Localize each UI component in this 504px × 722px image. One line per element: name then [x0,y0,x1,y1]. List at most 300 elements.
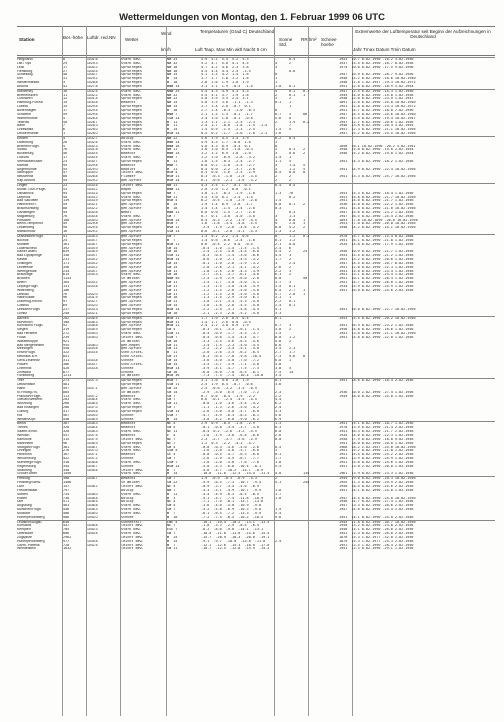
station-name-cell: Göttingen [17,261,32,265]
station-name-cell: Trenes [17,426,28,430]
sunshine-cell: 7.3 [275,355,282,359]
snow-depth-cell: 1 [303,288,306,292]
station-name-cell: Görlitz [17,311,27,315]
sunshine-cell: 6.2 [275,402,282,406]
precipitation-cell: 0.1 [289,300,296,304]
extremes-cell: 1947 15.6 8.02.1990 -23.2 1.02.1956 [339,210,414,214]
station-name-cell: Neustrelitz [17,175,34,179]
header-precipitation: RR l/m² [301,37,317,42]
wind-cell: SW 14 [167,246,178,250]
temperatures-cell: -4.7 -4.9 -6.3 -8.3 -8.1 [201,413,259,417]
sunshine-cell: 2 [275,175,278,179]
sunshine-cell: 4 [275,89,278,93]
weather-cell: stark bew. [121,398,142,402]
sunshine-cell: 0.0 [275,430,282,434]
pressure-cell: 1042.5 [87,543,98,547]
elevation-cell: 23 [63,159,68,163]
station-name-cell: Kl.Feldbg./Ts. [17,390,38,394]
extremes-cell: 1951 16.1 8.02.1990 -21.8 1.02.1956 [339,238,414,242]
temperatures-cell: 0.3 -0.3 -1.8 -2.5 -3.5 [201,175,257,179]
header-snow: Schnee hoehe [321,37,337,47]
weather-cell: geh.Sprühr [121,234,142,238]
pressure-cell: 1030.7 [87,159,98,163]
wind-cell: SW 11 [167,347,178,351]
sunshine-cell: 8.0 [275,277,282,281]
weather-cell: stark bew. [121,273,142,277]
precipitation-cell [289,418,303,422]
temperatures-cell: 0.1 -0.6 -2.1 -3.6 -3.2 [201,179,257,183]
extremes-cell: 1945 11.8 8.02.1990 -30.7 10.02.1956 [339,520,416,524]
wind-cell: WSW 14 [167,132,180,136]
elevation-cell: 447 [63,524,70,528]
pressure-cell: 1028.0 [87,128,98,132]
station-name-cell: Stötten [17,492,28,496]
pressure-cell: 1028.7 [87,120,98,124]
pressure-cell: 1033.2 [87,195,98,199]
elevation-cell: 115 [63,437,70,441]
pressure-cell: 1032.1 [87,311,98,315]
header-weather: Wetter [125,37,139,42]
pressure-cell: 1031.4 [87,97,98,101]
weather-cell: stark bew. [121,93,142,97]
temperatures-cell: -4.3 -5.1 -4.9 -10.7 -9.9 [201,488,262,492]
wind-cell: SW 7 [167,508,176,512]
station-name-cell: Helgoland [17,58,33,61]
header-temperatures: Temperaturen (Grad C) Deutschland [199,29,275,34]
sunshine-cell [275,547,289,551]
wind-cell: WSW 4 [167,199,178,203]
extremes-cell [339,312,425,316]
elevation-cell: 481 [63,383,70,387]
station-name-cell: Wasserkuppe [17,339,38,343]
elevation-cell: 350 [63,468,70,472]
wind-cell: W 7 [167,468,176,472]
temperatures-cell: 1.3 1.1 -1.1 -2.5 -2.3 [201,120,255,124]
header-temperatures-sub: Luft Taup. Max Min aktl Nacht 5 cm [195,47,267,52]
snow-depth-cell: 0 [303,171,306,175]
weather-cell: Sprühregen [121,132,142,136]
header-extremes: Extremwerte der Lufttemperatur seit Beginn der Aufzeichnungen in Deutschland [355,29,491,39]
temperatures-cell: -1.2 -1.5 -2.8 -5.0 -5.6 [201,292,259,296]
extremes-cell: 1951 13.0 2.02.1990 -26.8 1.02.1956 [339,464,414,468]
sunshine-cell: 2.3 [275,390,282,394]
extremes-cell [339,230,425,234]
pressure-cell [87,374,121,378]
wind-cell: NW 32 [167,61,178,65]
pressure-cell: 1033.5 [87,184,98,187]
station-name-cell: Marnitz [17,163,29,167]
table-row [17,312,495,316]
pressure-cell: 1036.8 [87,524,98,528]
elevation-cell: 805 [63,390,70,394]
extremes-cell: 1936 15.8 8.02.1990 -22.2 1.02.1956 [339,203,414,207]
weather-cell: geh.Sprühr [121,258,142,262]
pressure-cell: 1034.8 [87,347,98,351]
elevation-cell: 234 [63,269,70,273]
temperatures-cell: -1.2 -1.5 -2.6 -5.6 -5.8 [201,288,259,292]
precipitation-cell: 1.2 [289,335,296,339]
sunshine-cell: 1.1 [275,159,282,163]
temperatures-cell: 2.3 -2.7 -3.7 -5.6 -2.9 [201,437,257,441]
station-name-cell: Saarbr./Ensh. [17,430,38,434]
pressure-cell: 1038.3 [87,422,98,426]
wind-cell: SW 11 [167,300,178,304]
precipitation-cell: 1 [289,296,292,300]
wind-cell: WSW 7 [167,222,178,226]
wind-cell: SW 4 [167,504,176,508]
snow-depth-cell: 8e [303,112,308,116]
wind-cell: WNW 18 [167,144,180,148]
sunshine-cell: 3.1 [275,296,282,300]
snow-depth-cell [303,179,339,183]
elevation-cell: 157 [63,484,70,488]
wind-cell: SW 14 [167,358,178,362]
precipitation-cell: 2 [289,250,292,254]
snow-depth-cell: 90 [303,277,308,281]
elevation-cell: 131 [63,284,70,288]
temperatures-cell: -7.2 -7.5 -8.5 -10.2 -10.5 [201,515,264,519]
wind-cell: NNW 29 [167,89,180,93]
temperatures-cell: 2.0 2.0 1.2 0.0 -0.1 [201,187,251,191]
temperatures-cell: -1.8 -3.3 -2.9 -8.5 -6.4 [201,524,259,528]
elevation-cell: 2962 [63,535,72,539]
station-name-cell: Kiel [17,77,23,81]
precipitation-cell: 9.6 [289,355,296,359]
snow-depth-cell: 8 [303,355,306,359]
station-name-cell: Köln/Bonn Flugh. [17,324,44,328]
elevation-cell: 497 [63,386,70,390]
elevation-cell: 88 [63,207,68,211]
weather-cell: Schnee [121,413,134,417]
elevation-cell: 615 [63,273,70,277]
sunshine-cell: 3 [275,449,278,453]
pressure-cell: 1040.3 [87,528,98,532]
sunshine-cell: 6.9 [275,417,282,421]
sunshine-cell: 0.8 [275,203,282,207]
sunshine-cell: 5.6 [275,413,282,417]
extremes-cell: 1950 17.9 8.02.1990 -18.8 9.02.1956 [339,437,414,441]
station-name-cell: Frankfurt/Flugh. [17,394,42,398]
sunshine-cell: 2.2 [275,394,282,398]
weather-cell: stark bew. [121,195,142,199]
elevation-cell: 738 [63,496,70,500]
sunshine-cell: 0.2 [275,136,282,140]
station-name-cell: Leutkirch/Allgäu [17,520,42,524]
sunshine-cell: 0.1 [275,453,282,457]
extremes-cell: 1947 12.7 6.02.1990 -20.6 1.02.1956 [339,120,414,124]
extremes-cell: 1876 15.3 1.02.1977 -32.0 1.02.1956 [339,535,414,539]
snow-depth-cell: 2 [303,148,306,152]
temperatures-cell: 4.0 3.5 3.0 -1.1 -1.3 [201,101,253,105]
precipitation-cell: 0.2 [289,195,296,199]
sunshine-cell: 1.9 [275,508,282,512]
pressure-cell: 1036.3 [87,320,98,324]
pressure-cell: 1032.2 [87,207,98,211]
weather-cell: stark bew. [121,511,142,515]
temperatures-cell: -0.8 -0.5 -4.7 -6.3 -6.8 [201,453,259,457]
weather-cell: Sprühregen [121,97,142,101]
wind-cell: WNW 11 [167,210,180,214]
pressure-cell [87,547,121,551]
sunshine-cell: 0 [275,73,278,77]
wind-cell: WSW 36 [167,374,180,378]
weather-cell: geh.Sprühr [121,304,142,308]
elevation-cell: 47 [63,171,68,175]
weather-cell: leicht bew. [121,171,144,175]
pressure-cell: 1029.0 [87,167,98,171]
extremes-cell: 1951 14.7 8.02.1990 -18.8 7.02.1956 [339,108,414,112]
pressure-cell: 1032.6 [87,140,98,144]
extremes-cell: 1951 10.1 8.02.1990 -26.4 1.02.1956 [339,277,414,281]
weather-cell: stark bew. [121,430,142,434]
elevation-cell: 100 [63,218,70,222]
weather-cell: Sprühregen [121,311,142,315]
temperatures-cell: -12.1 -12.6 -15.3 -18.0 -17.0 [201,543,270,547]
sunshine-cell: 2.2 [275,300,282,304]
wind-cell: SSW 11 [167,332,180,336]
table-row [17,516,495,520]
wind-cell: WSW 14 [167,218,180,222]
pressure-cell: 1028.3 [87,124,98,128]
pressure-cell: 1033.2 [87,187,98,191]
sunshine-cell: 0.7 [275,112,282,116]
station-name-cell: Bad Mergentheim [17,343,45,347]
pressure-cell: 1037.0 [87,406,98,410]
sunshine-cell: 3 [275,97,278,101]
extremes-cell: 1940 14.2 8.02.1990 -18.6 10.02.1940 [339,77,416,81]
weather-cell: Sprühregen [121,242,142,246]
wind-cell: W 14 [167,539,178,543]
sunshine-cell: 2.2 [275,269,282,273]
weather-cell: geh.Sprühr [121,207,142,211]
temperatures-cell: -2.2 -2.4 -3.1 -4.8 -4.4 [201,308,259,311]
temperatures-cell: -3.3 -3.4 -5.6 -6.3 -5.6 [201,339,259,343]
temperatures-cell: -10.4 -11.0 -11.0 -15.6 -15.4 [201,532,270,536]
temperatures-cell: 3.6 3.0 0.5 -1.8 -0.3 [201,148,253,152]
elevation-cell: 317 [63,409,70,413]
extremes-cell: 1935 14.8 8.02.1990 -17.9 1.02.1956 [339,242,414,246]
sunshine-cell: 6.1 [275,273,282,277]
table-row [17,179,495,183]
wind-cell: W 14 [167,472,178,476]
elevation-cell: 42 [63,84,68,88]
elevation-cell: 450 [63,347,70,351]
pressure-cell: 1036.7 [87,445,98,449]
wind-cell: SSW 14 [167,116,180,120]
precipitation-cell: 0.0 [289,171,296,175]
weather-cell: stark bew. [121,528,142,532]
extremes-cell: 1970 13.9 6.02.1990 -21.4 2.02.1956 [339,426,414,430]
sunshine-cell: 3.8 [275,328,282,332]
wind-cell: SW 11 [167,281,178,285]
elevation-cell: 139 [63,199,70,203]
station-name-cell: Flensburg [17,69,33,73]
extremes-cell: 1947 16.5 8.02.1990 -24.4 2.02.1956 [339,214,414,218]
wind-cell: WSW 11 [167,324,180,328]
station-name-cell: Lingen [17,184,28,187]
pressure-cell: 1029.8 [87,163,98,167]
table-row [17,230,495,234]
pressure-cell: 1030.7 [87,73,98,77]
station-name-cell: Heilbronn [17,453,32,457]
wind-cell: SW 18 [167,250,178,254]
weather-cell: stark bew. [121,445,142,449]
wind-cell: WNW 7 [167,156,178,160]
weather-cell: stark bew. [121,140,142,144]
extremes-cell: 1951 15.2 8.02.1990 -21.8 1.02.1956 [339,449,414,453]
weather-cell: Sprühregen [121,199,142,203]
temperatures-cell: -1.8 -2.4 -2.6 -4.3 -3.9 [201,269,259,273]
elevation-cell: 381 [63,445,70,449]
temperatures-cell: 2.5 -0.6 -3.2 -3.5 -0.9 [201,386,257,390]
wind-cell: SW 7 [167,398,176,402]
temperatures-cell: -3.5 -3.7 -3.9 -7.1 -5.8 [201,362,259,366]
temperatures-cell: -2.2 -2.2 -3.4 -5.1 -5.0 [201,347,259,351]
pressure-cell: 1037.1 [87,386,98,390]
sunshine-cell: 0.1 [275,379,282,383]
extremes-cell: 1946 15.2 8.02.1990 -19.8 1.02.1954 [339,152,414,156]
elevation-cell: 8 [63,58,66,61]
station-name-cell: Neuruppin [17,171,33,175]
wind-cell: WSW 11 [167,316,180,320]
wind-cell: SW 7 [167,406,176,410]
temperatures-cell: 1.4 0.6 -0.6 -2.4 -1.8 [201,238,255,242]
station-name-cell: Artern [17,281,27,285]
station-name-cell: Potsdam [17,218,31,222]
extremes-cell: 1951 16.0 8.02.1990 -24.6 2.02.1956 [339,288,414,292]
temperatures-cell: -0.4 -0.6 -1.4 -4.4 -4.7 [201,335,259,339]
wind-cell: NE 4 [167,422,176,426]
sunshine-cell: 2.6 [275,265,282,269]
extremes-cell: 1953 15.4 8.02.1990 -21.2 1.02.1956 [339,254,414,258]
station-name-cell: Garm.-Partenk. [17,543,41,547]
extremes-cell: 1951 14.0 8.02.1990 -21.7 1.02.1956 [339,199,414,203]
pressure-cell: 1037.5 [87,434,98,437]
station-name-cell: Braunschweig [17,207,39,211]
sunshine-cell: 0.7 [275,324,282,328]
station-name-cell: Fulda [17,335,26,339]
station-name-cell: Boltenhagen [17,108,37,112]
weather-cell: bedeckt [121,394,136,398]
pressure-cell: 1030.5 [87,156,98,160]
wind-cell: WSW 14 [167,366,180,370]
weather-cell: geh.Sprühr [121,261,142,265]
wind-cell: W 7 [167,238,176,242]
sunshine-cell: 1.8 [275,460,282,464]
station-name-cell: Konstanz [17,524,32,528]
wind-cell: W 18 [167,515,178,519]
wind-cell: W 14 [167,417,178,421]
temperatures-cell: -2.6 -2.9 -4.9 -6.7 -7.7 [201,457,259,461]
header-sunshine: Sonne Std. [279,37,293,47]
elevation-cell: 386 [63,362,70,366]
pressure-cell: 1036.7 [87,477,98,481]
extremes-cell: 1947 15.2 8.02.1990 -25.5 10.02.1956 [339,132,416,136]
temperatures-cell: 1.7 1.0 2.6 0.5 0.4 [201,316,249,320]
temperatures-cell: -5.2 -5.8 -6.9 -10.3 -9.8 [201,508,262,512]
snow-depth-cell: 5 [303,163,306,167]
temperatures-cell: -2.1 -2.3 -2.8 -5.2 -5.0 [201,311,259,315]
snow-depth-cell [303,230,339,234]
station-name-cell: Barth [17,124,26,128]
wind-cell: E 4 [167,434,176,437]
pressure-cell: 1033.8 [87,284,98,288]
temperatures-cell: 0.4 0.0 -2.2 -3.7 -2.8 [201,167,255,171]
elevation-cell: 167 [63,453,70,457]
extremes-cell: 1953 10.7 8.02.1990 -10.2 3.02.1956 [339,58,414,61]
elevation-cell: 720 [63,543,70,547]
precipitation-cell: 2 [289,175,292,179]
wind-cell: WSW 14 [167,308,180,311]
wind-cell: W 18 [167,207,178,211]
weather-cell: Schnee [121,358,134,362]
sunshine-cell: 3.3 [275,409,282,413]
pressure-cell: 1029.8 [87,105,98,109]
wind-cell: WSW 7 [167,379,178,383]
weather-cell: Schn.Gries. [121,355,144,359]
pressure-cell: 1034.3 [87,273,98,277]
station-name-cell: Bad Lippspringe [17,254,42,258]
pressure-cell: 1030.5 [87,152,98,156]
pressure-cell: 1029.8 [87,222,98,226]
pressure-cell: 1029.6 [87,112,98,116]
wind-cell: SW 11 [167,284,178,288]
sunshine-cell: 2.6 [275,434,282,437]
elevation-cell: 100 [63,320,70,324]
weather-cell: Sprühregen [121,112,142,116]
station-name-cell: Angermünde [17,167,37,171]
wind-cell: SW 22 [167,481,178,485]
weather-cell: Sprühregen [121,124,142,128]
extremes-cell: 1949 14.0 6.02.1990 -15.8 1.02.1956 [339,93,414,97]
elevation-cell: 16 [63,89,68,93]
sunshine-cell: 0.8 [275,226,282,230]
pressure-cell: 1034.2 [87,265,98,269]
sunshine-cell: 1.8 [275,496,282,500]
extremes-cell: 1951 13.9 8.02.1990 -25.9 1.02.1956 [339,457,414,461]
elevation-cell: 4 [63,136,66,140]
temperatures-cell: 4.9 4.3 1.7 -0.8 1.0 [201,140,251,144]
station-name-cell: Dessau [17,292,29,296]
temperatures-cell: -7.1 -7.0 -8.1 -13.7 -13.0 [201,500,264,504]
pressure-cell: 1038.4 [87,426,98,430]
precipitation-cell [289,516,303,520]
elevation-cell: 231 [63,258,70,262]
station-name-cell: Gera-Leumnitz [17,358,40,362]
sunshine-cell: 0 [275,234,278,238]
wind-cell: W 11 [167,120,178,124]
weather-cell: geh.Sprühr [121,265,142,269]
elevation-cell: 367 [63,422,70,426]
temperatures-cell: 1.3 0.2 2.2 1.4 0.6 [201,234,249,238]
elevation-cell: 446 [63,508,70,512]
elevation-cell: 955 [63,343,70,347]
precipitation-cell: 5 [289,366,292,370]
elevation-cell: 5 [63,144,66,148]
precipitation-cell: 3 [289,281,292,285]
elevation-cell: 557 [63,434,70,437]
wind-cell: NW 18 [167,69,178,73]
extremes-cell: 1951 15.1 8.02.1990 -18.7 1.02.1956 [339,422,414,426]
station-name-cell: Leipzig/Flugh. [17,284,39,288]
station-name-cell: Düsseldorf/Flugh. [17,234,44,238]
weather-cell: in Wolken [121,481,140,485]
elevation-cell: 59 [63,203,68,207]
station-name-cell: Diepholz [17,195,31,199]
elevation-cell: 1832 [63,547,72,551]
pressure-cell: 1035.9 [87,328,98,332]
elevation-cell: 15 [63,101,68,105]
